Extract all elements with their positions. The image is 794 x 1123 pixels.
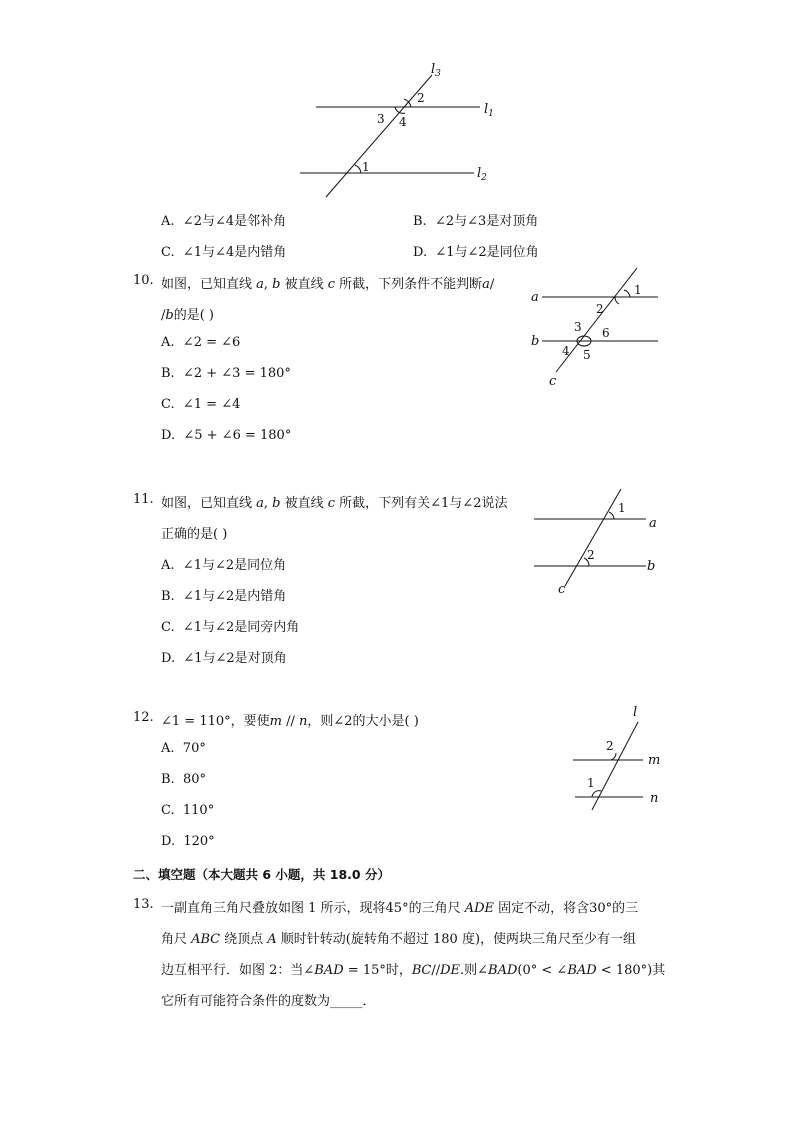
angle-label-1: 1 bbox=[634, 283, 642, 297]
angle-label-3: 3 bbox=[574, 320, 582, 334]
angle-label-1: 1 bbox=[362, 160, 370, 174]
q13-line4: 它所有可能符合条件的度数为_____． bbox=[161, 994, 376, 1009]
angle-label-1: 1 bbox=[618, 501, 626, 515]
angle-label-5: 5 bbox=[583, 348, 591, 362]
angle-label-4: 4 bbox=[399, 115, 407, 129]
label-m: m bbox=[648, 753, 661, 768]
angle-label-2: 2 bbox=[606, 739, 614, 753]
label-a: a bbox=[649, 516, 657, 531]
label-l2: $l_2$ bbox=[477, 166, 487, 183]
label-a: a bbox=[531, 290, 539, 305]
section-title: 二、填空题（本大题共 6 小题，共 18.0 分） bbox=[133, 867, 390, 882]
option-text: ∠1与∠2是内错角 bbox=[182, 589, 287, 604]
angle-label-6: 6 bbox=[602, 326, 610, 340]
option-text: ∠1与∠2是同位角 bbox=[182, 558, 287, 573]
option-letter: C. bbox=[161, 397, 175, 412]
option-letter: C. bbox=[161, 620, 175, 635]
label-l: l bbox=[633, 705, 638, 720]
angle-label-2: 2 bbox=[587, 548, 595, 562]
option-text: ∠1 = ∠4 bbox=[182, 397, 241, 412]
label-l3: $l_3$ bbox=[431, 62, 441, 79]
option-letter: D. bbox=[161, 834, 176, 849]
option-letter: C. bbox=[161, 803, 175, 818]
angle-label-1: 1 bbox=[587, 776, 595, 790]
option-text: 70° bbox=[182, 741, 206, 756]
option-letter: A. bbox=[161, 558, 175, 573]
label-b: b bbox=[647, 559, 656, 574]
label-n: n bbox=[650, 791, 659, 806]
q13-number: 13. bbox=[133, 897, 154, 912]
option-text: ∠5 + ∠6 = 180° bbox=[183, 428, 292, 443]
option-letter: B. bbox=[161, 589, 175, 604]
angle-label-2: 2 bbox=[417, 91, 425, 105]
option-text: ∠2 = ∠6 bbox=[182, 335, 241, 350]
q13-line1: 一副直角三角尺叠放如图 1 所示，现将45°的三角尺 𝐴𝐷𝐸 固定不动，将含30°的三 bbox=[161, 901, 639, 916]
q12-number: 12. bbox=[133, 710, 154, 725]
option-letter: A. bbox=[161, 214, 175, 229]
q10-number: 10. bbox=[133, 273, 154, 288]
q11-number: 11. bbox=[133, 492, 154, 507]
q12-stem: ∠1 = 110°，要使𝑚 // 𝑛，则∠2的大小是( ) bbox=[161, 714, 419, 729]
q10-stem-line1: 如图，已知直线 𝑎, 𝑏 被直线 𝑐 所截，下列条件不能判断𝑎/ bbox=[161, 277, 495, 292]
option-letter: C. bbox=[161, 245, 175, 260]
option-text: ∠2与∠4是邻补角 bbox=[182, 214, 287, 229]
angle-label-2: 2 bbox=[596, 302, 604, 316]
option-letter: D. bbox=[413, 245, 428, 260]
option-letter: D. bbox=[161, 651, 176, 666]
angle-label-3: 3 bbox=[377, 112, 385, 126]
option-text: 120° bbox=[183, 834, 215, 849]
label-c: c bbox=[558, 582, 566, 597]
option-text: ∠2与∠3是对顶角 bbox=[434, 214, 539, 229]
option-letter: D. bbox=[161, 428, 176, 443]
label-c: c bbox=[549, 374, 557, 389]
option-letter: A. bbox=[161, 741, 175, 756]
q13-line2: 角尺 𝐴𝐵𝐶 绕顶点 𝐴 顺时针转动(旋转角不超过 180 度)，使两块三角尺至少有一组 bbox=[161, 932, 637, 947]
option-letter: B. bbox=[161, 366, 175, 381]
angle-label-4: 4 bbox=[562, 344, 570, 358]
label-l1: $l_1$ bbox=[484, 102, 494, 119]
angle-arc-2 bbox=[611, 753, 616, 760]
q11-stem-line1: 如图，已知直线 𝑎, 𝑏 被直线 𝑐 所截，下列有关∠1与∠2说法 bbox=[161, 496, 508, 511]
option-letter: A. bbox=[161, 335, 175, 350]
option-text: ∠2 + ∠3 = 180° bbox=[182, 366, 291, 381]
option-text: ∠1与∠2是对顶角 bbox=[183, 651, 287, 666]
option-text: ∠1与∠4是内错角 bbox=[182, 245, 287, 260]
option-text: ∠1与∠2是同旁内角 bbox=[182, 620, 300, 635]
label-b: b bbox=[531, 334, 540, 349]
option-text: ∠1与∠2是同位角 bbox=[435, 245, 539, 260]
q10-stem-line2: /𝑏的是( ) bbox=[161, 308, 214, 323]
q13-line3: 边互相平行．如图 2：当∠𝐵𝐴𝐷 = 15°时，𝐵𝐶//𝐷𝐸.则∠𝐵𝐴𝐷(0° < ∠𝐵𝐴𝐷 < 180°)其 bbox=[161, 963, 666, 978]
option-text: 110° bbox=[182, 803, 215, 818]
option-letter: B. bbox=[161, 772, 175, 787]
option-text: 80° bbox=[182, 772, 206, 787]
q11-stem-line2: 正确的是( ) bbox=[161, 527, 228, 542]
option-letter: B. bbox=[413, 214, 427, 229]
